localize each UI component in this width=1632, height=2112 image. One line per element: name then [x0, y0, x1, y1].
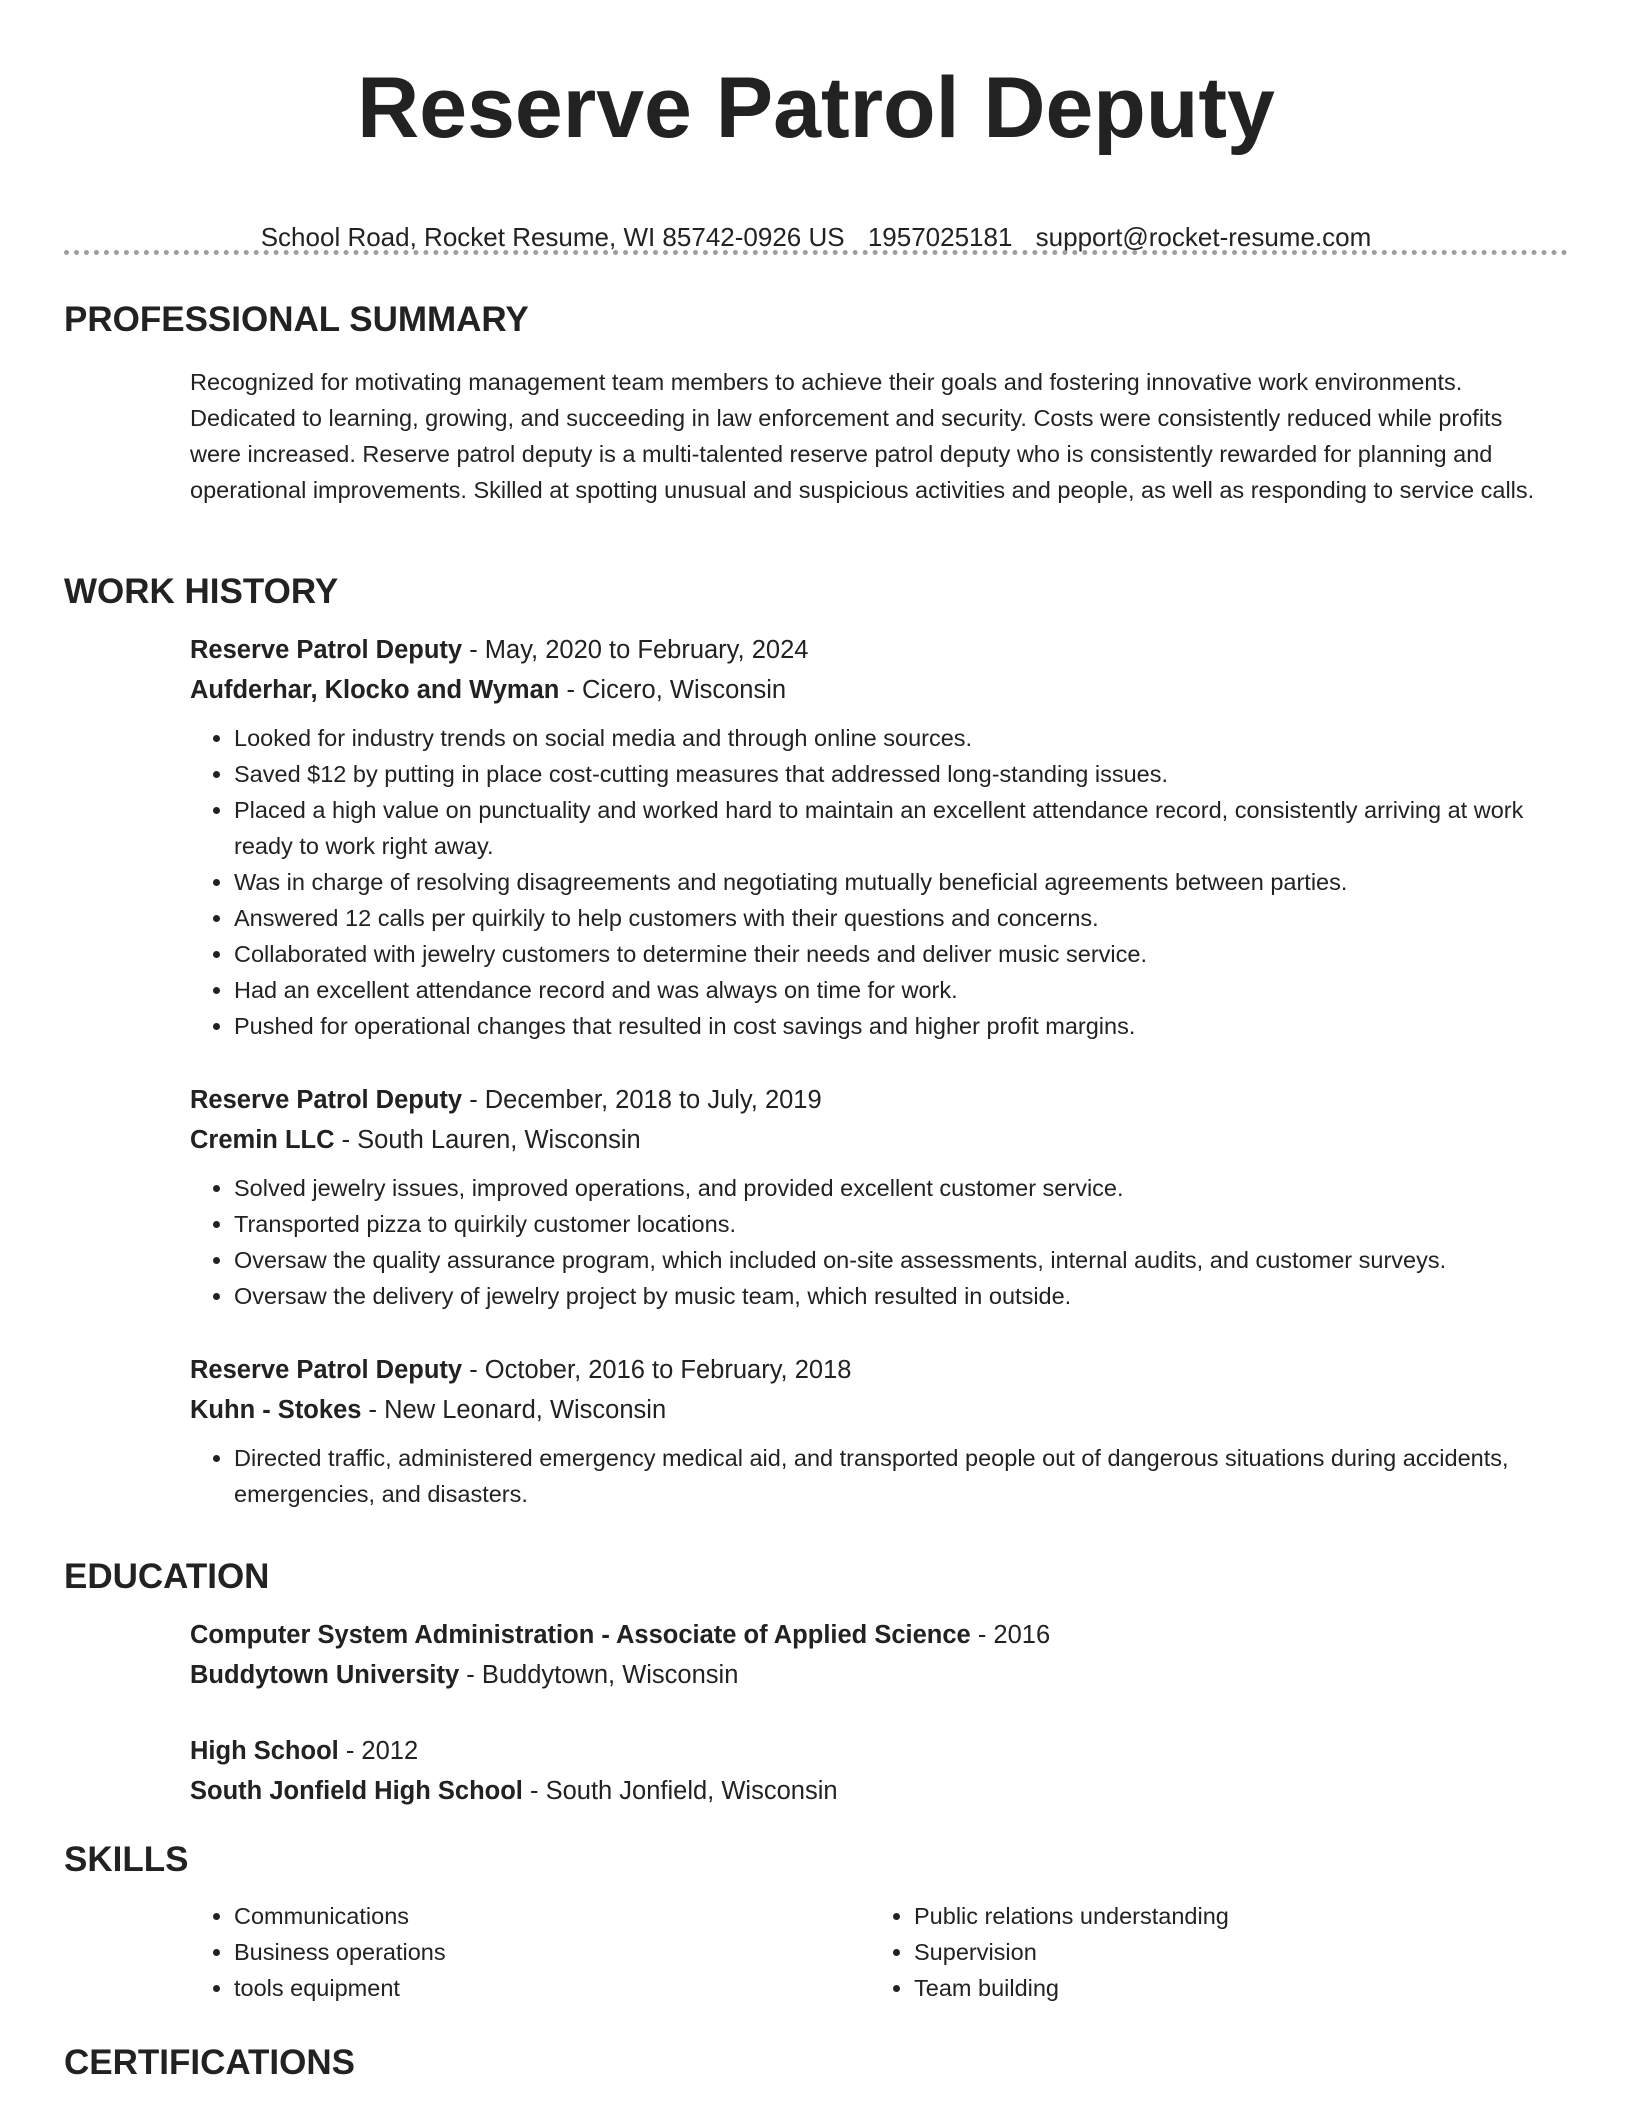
contact-line: [0, 220, 1632, 254]
job-title-line: [190, 1080, 1550, 1120]
list-item: • Transported pizza to quirkily customer locations.: [234, 1206, 1550, 1242]
list-item: • Oversaw the delivery of jewelry project by music team, which resulted in outside.: [234, 1278, 1550, 1314]
job-company-line: [190, 1390, 1550, 1430]
education-body: [190, 1615, 1550, 1811]
list-item: • Oversaw the quality assurance program, which included on-site assessments, internal audits, and customer surveys.: [234, 1242, 1550, 1278]
job-entry: [190, 630, 1550, 1044]
job-company: Kuhn - Stokes: [190, 1396, 362, 1424]
summary-body: [190, 364, 1550, 508]
job-company-line: [190, 1120, 1550, 1160]
section-title-education: EDUCATION: [64, 1557, 270, 1596]
section-work-history: [64, 570, 1568, 1548]
education-year: - 2012: [338, 1737, 419, 1765]
job-dates: - October, 2016 to February, 2018: [462, 1356, 852, 1384]
list-item: • Team building: [914, 1970, 1550, 2006]
section-skills: [64, 1838, 1568, 2006]
education-degree-line: [190, 1731, 1550, 1771]
skills-column-right: [870, 1898, 1550, 2006]
list-item: • Had an excellent attendance record and was always on time for work.: [234, 972, 1550, 1008]
job-location: - New Leonard, Wisconsin: [361, 1396, 667, 1424]
resume-header: [0, 0, 1632, 254]
candidate-name: Reserve Patrol Deputy: [357, 60, 1275, 156]
list-item: • Answered 12 calls per quirkily to help customers with their questions and concerns.: [234, 900, 1550, 936]
list-item: • Solved jewelry issues, improved operations, and provided excellent customer service.: [234, 1170, 1550, 1206]
job-role: Reserve Patrol Deputy: [190, 1086, 463, 1114]
list-item: • Saved $12 by putting in place cost-cutting measures that addressed long-standing issues.: [234, 756, 1550, 792]
section-title-summary: PROFESSIONAL SUMMARY: [64, 300, 529, 339]
skills-grid: [190, 1898, 1550, 2006]
job-title-line: [190, 1350, 1550, 1390]
list-item: • Pushed for operational changes that resulted in cost savings and higher profit margins.: [234, 1008, 1550, 1044]
education-location: - South Jonfield, Wisconsin: [522, 1777, 838, 1805]
job-location: - Cicero, Wisconsin: [559, 676, 787, 704]
summary-text: Recognized for motivating management team members to achieve their goals and fostering innovative work environments. Dedicated to learning, growing, and succeeding in law enforcement and security. Costs were consistently reduced while profits were increased. Reserve patrol deputy is a multi-talented reserve patrol deputy who is consistently rewarded for planning and operational improvements. Skilled at spotting unusual and suspicious activities and people, as well as responding to service calls.: [190, 369, 1535, 503]
list-item: • Was in charge of resolving disagreements and negotiating mutually beneficial agreements between parties.: [234, 864, 1550, 900]
education-school-line: [190, 1655, 1550, 1695]
list-item: • Business operations: [234, 1934, 870, 1970]
list-item: • Supervision: [914, 1934, 1550, 1970]
list-item: • Communications: [234, 1898, 870, 1934]
list-item: • Looked for industry trends on social media and through online sources.: [234, 720, 1550, 756]
list-item: • tools equipment: [234, 1970, 870, 2006]
job-company: Cremin LLC: [190, 1126, 335, 1154]
education-school: Buddytown University: [190, 1661, 460, 1689]
section-certifications: [64, 2041, 1568, 2085]
job-company-line: [190, 670, 1550, 710]
education-school-line: [190, 1771, 1550, 1811]
contact-email: support@rocket-resume.com: [1035, 222, 1372, 252]
list-item: • Placed a high value on punctuality and worked hard to maintain an excellent attendance record, consistently arriving at work ready to work right away.: [234, 792, 1550, 864]
education-degree-line: [190, 1615, 1550, 1655]
job-bullets: [190, 1170, 1550, 1314]
job-bullets: [190, 720, 1550, 1044]
job-entry: [190, 1350, 1550, 1512]
section-title-work: WORK HISTORY: [64, 572, 339, 611]
skills-body: [190, 1898, 1550, 2006]
list-item: • Public relations understanding: [914, 1898, 1550, 1934]
education-degree: High School: [190, 1737, 339, 1765]
section-education: [64, 1555, 1568, 1847]
job-entry: [190, 1080, 1550, 1314]
job-role: Reserve Patrol Deputy: [190, 636, 463, 664]
job-location: - South Lauren, Wisconsin: [334, 1126, 641, 1154]
education-year: - 2016: [970, 1621, 1051, 1649]
education-school: South Jonfield High School: [190, 1777, 523, 1805]
list-item: • Collaborated with jewelry customers to determine their needs and deliver music service.: [234, 936, 1550, 972]
section-title-skills: SKILLS: [64, 1840, 189, 1879]
job-company: Aufderhar, Klocko and Wyman: [190, 676, 560, 704]
education-location: - Buddytown, Wisconsin: [459, 1661, 739, 1689]
job-dates: - May, 2020 to February, 2024: [462, 636, 809, 664]
work-body: [190, 630, 1550, 1512]
section-summary: [64, 298, 1568, 508]
job-bullets: [190, 1440, 1550, 1512]
education-entry: [190, 1731, 1550, 1811]
contact-address: School Road, Rocket Resume, WI 85742-0926 US: [260, 222, 845, 252]
header-divider: [64, 250, 1568, 255]
job-title-line: [190, 630, 1550, 670]
job-dates: - December, 2018 to July, 2019: [462, 1086, 822, 1114]
contact-phone: 1957025181: [867, 222, 1013, 252]
section-title-certifications: CERTIFICATIONS: [64, 2043, 356, 2082]
skills-column-left: [190, 1898, 870, 2006]
job-role: Reserve Patrol Deputy: [190, 1356, 463, 1384]
education-degree: Computer System Administration - Associate of Applied Science: [190, 1621, 971, 1649]
education-entry: [190, 1615, 1550, 1695]
list-item: • Directed traffic, administered emergency medical aid, and transported people out of dangerous situations during accidents, emergencies, and disasters.: [234, 1440, 1550, 1512]
